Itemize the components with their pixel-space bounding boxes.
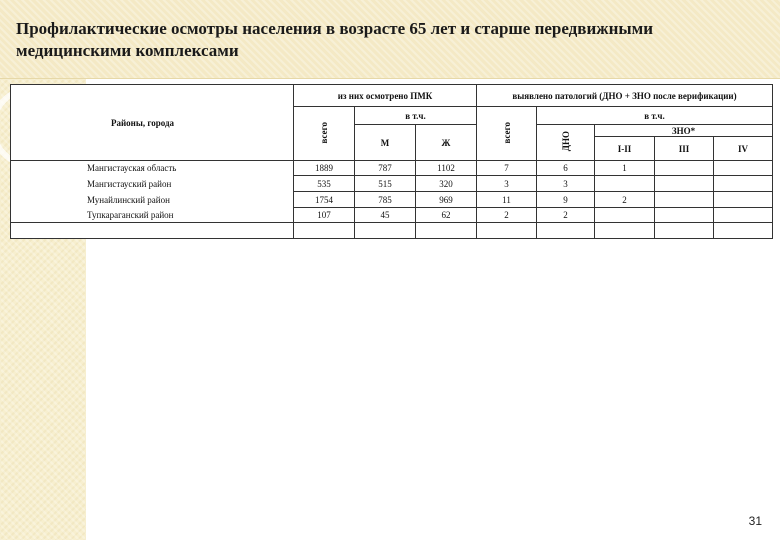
col-header-stage-4: IV [714, 137, 773, 161]
cell-stage-1-2: 2 [595, 192, 655, 208]
cell-stage-4 [714, 161, 773, 176]
cell-stage-4 [714, 192, 773, 208]
cell-stage-3 [655, 208, 714, 223]
cell-empty [477, 223, 537, 239]
col-header-path-total-label: всего [501, 121, 512, 144]
region-name: Мунайлинский район [11, 192, 294, 208]
cell-total: 107 [294, 208, 355, 223]
cell-path-total: 2 [477, 208, 537, 223]
cell-empty [355, 223, 416, 239]
col-header-incl: в т.ч. [355, 107, 477, 125]
screening-table [10, 84, 773, 239]
cell-m: 515 [355, 176, 416, 192]
cell-dno: 6 [537, 161, 595, 176]
slide-title: Профилактические осмотры населения в возрасте 65 лет и старше передвижными медицинскими комплексами [16, 19, 654, 60]
cell-dno: 3 [537, 176, 595, 192]
region-name: Тупкараганский район [11, 208, 294, 223]
region-name: Мангистауская область [11, 161, 294, 176]
cell-m: 785 [355, 192, 416, 208]
col-header-stage-3: III [655, 137, 714, 161]
col-header-incl2: в т.ч. [537, 107, 773, 125]
col-header-total-label: всего [319, 121, 329, 144]
table-row [11, 176, 773, 192]
cell-empty [655, 223, 714, 239]
col-header-f: Ж [416, 125, 477, 161]
cell-stage-3 [655, 192, 714, 208]
cell-stage-4 [714, 208, 773, 223]
cell-total: 535 [294, 176, 355, 192]
cell-stage-3 [655, 161, 714, 176]
col-header-m: М [355, 125, 416, 161]
col-header-zno: ЗНО* [595, 125, 773, 137]
col-header-region: Районы, города [11, 85, 294, 161]
cell-path-total: 3 [477, 176, 537, 192]
cell-empty [416, 223, 477, 239]
col-header-total [294, 107, 355, 161]
cell-total: 1754 [294, 192, 355, 208]
cell-path-total: 7 [477, 161, 537, 176]
col-header-stage-1-2: I-II [595, 137, 655, 161]
col-header-dno-label: ДНО [560, 131, 571, 152]
cell-stage-3 [655, 176, 714, 192]
table-row [11, 208, 773, 223]
table-row-empty [11, 223, 773, 239]
cell-empty [537, 223, 595, 239]
left-decorative-band [0, 0, 86, 540]
cell-f: 969 [416, 192, 477, 208]
cell-empty [11, 223, 294, 239]
cell-stage-1-2 [595, 208, 655, 223]
cell-f: 320 [416, 176, 477, 192]
cell-stage-1-2: 1 [595, 161, 655, 176]
cell-stage-1-2 [595, 176, 655, 192]
cell-total: 1889 [294, 161, 355, 176]
col-header-path-total [477, 107, 537, 161]
table-row [11, 161, 773, 176]
col-header-dno [537, 125, 595, 161]
cell-m: 45 [355, 208, 416, 223]
region-name: Мангистауский район [11, 176, 294, 192]
cell-stage-4 [714, 176, 773, 192]
cell-empty [714, 223, 773, 239]
cell-f: 1102 [416, 161, 477, 176]
col-group-examined: из них осмотрено ПМК [294, 85, 477, 107]
page-number: 31 [748, 514, 762, 528]
cell-empty [294, 223, 355, 239]
cell-path-total: 11 [477, 192, 537, 208]
cell-f: 62 [416, 208, 477, 223]
col-group-pathology: выявлено патологий (ДНО + ЗНО после верификации) [477, 85, 773, 107]
cell-dno: 9 [537, 192, 595, 208]
cell-m: 787 [355, 161, 416, 176]
cell-dno: 2 [537, 208, 595, 223]
table-row [11, 192, 773, 208]
cell-empty [595, 223, 655, 239]
